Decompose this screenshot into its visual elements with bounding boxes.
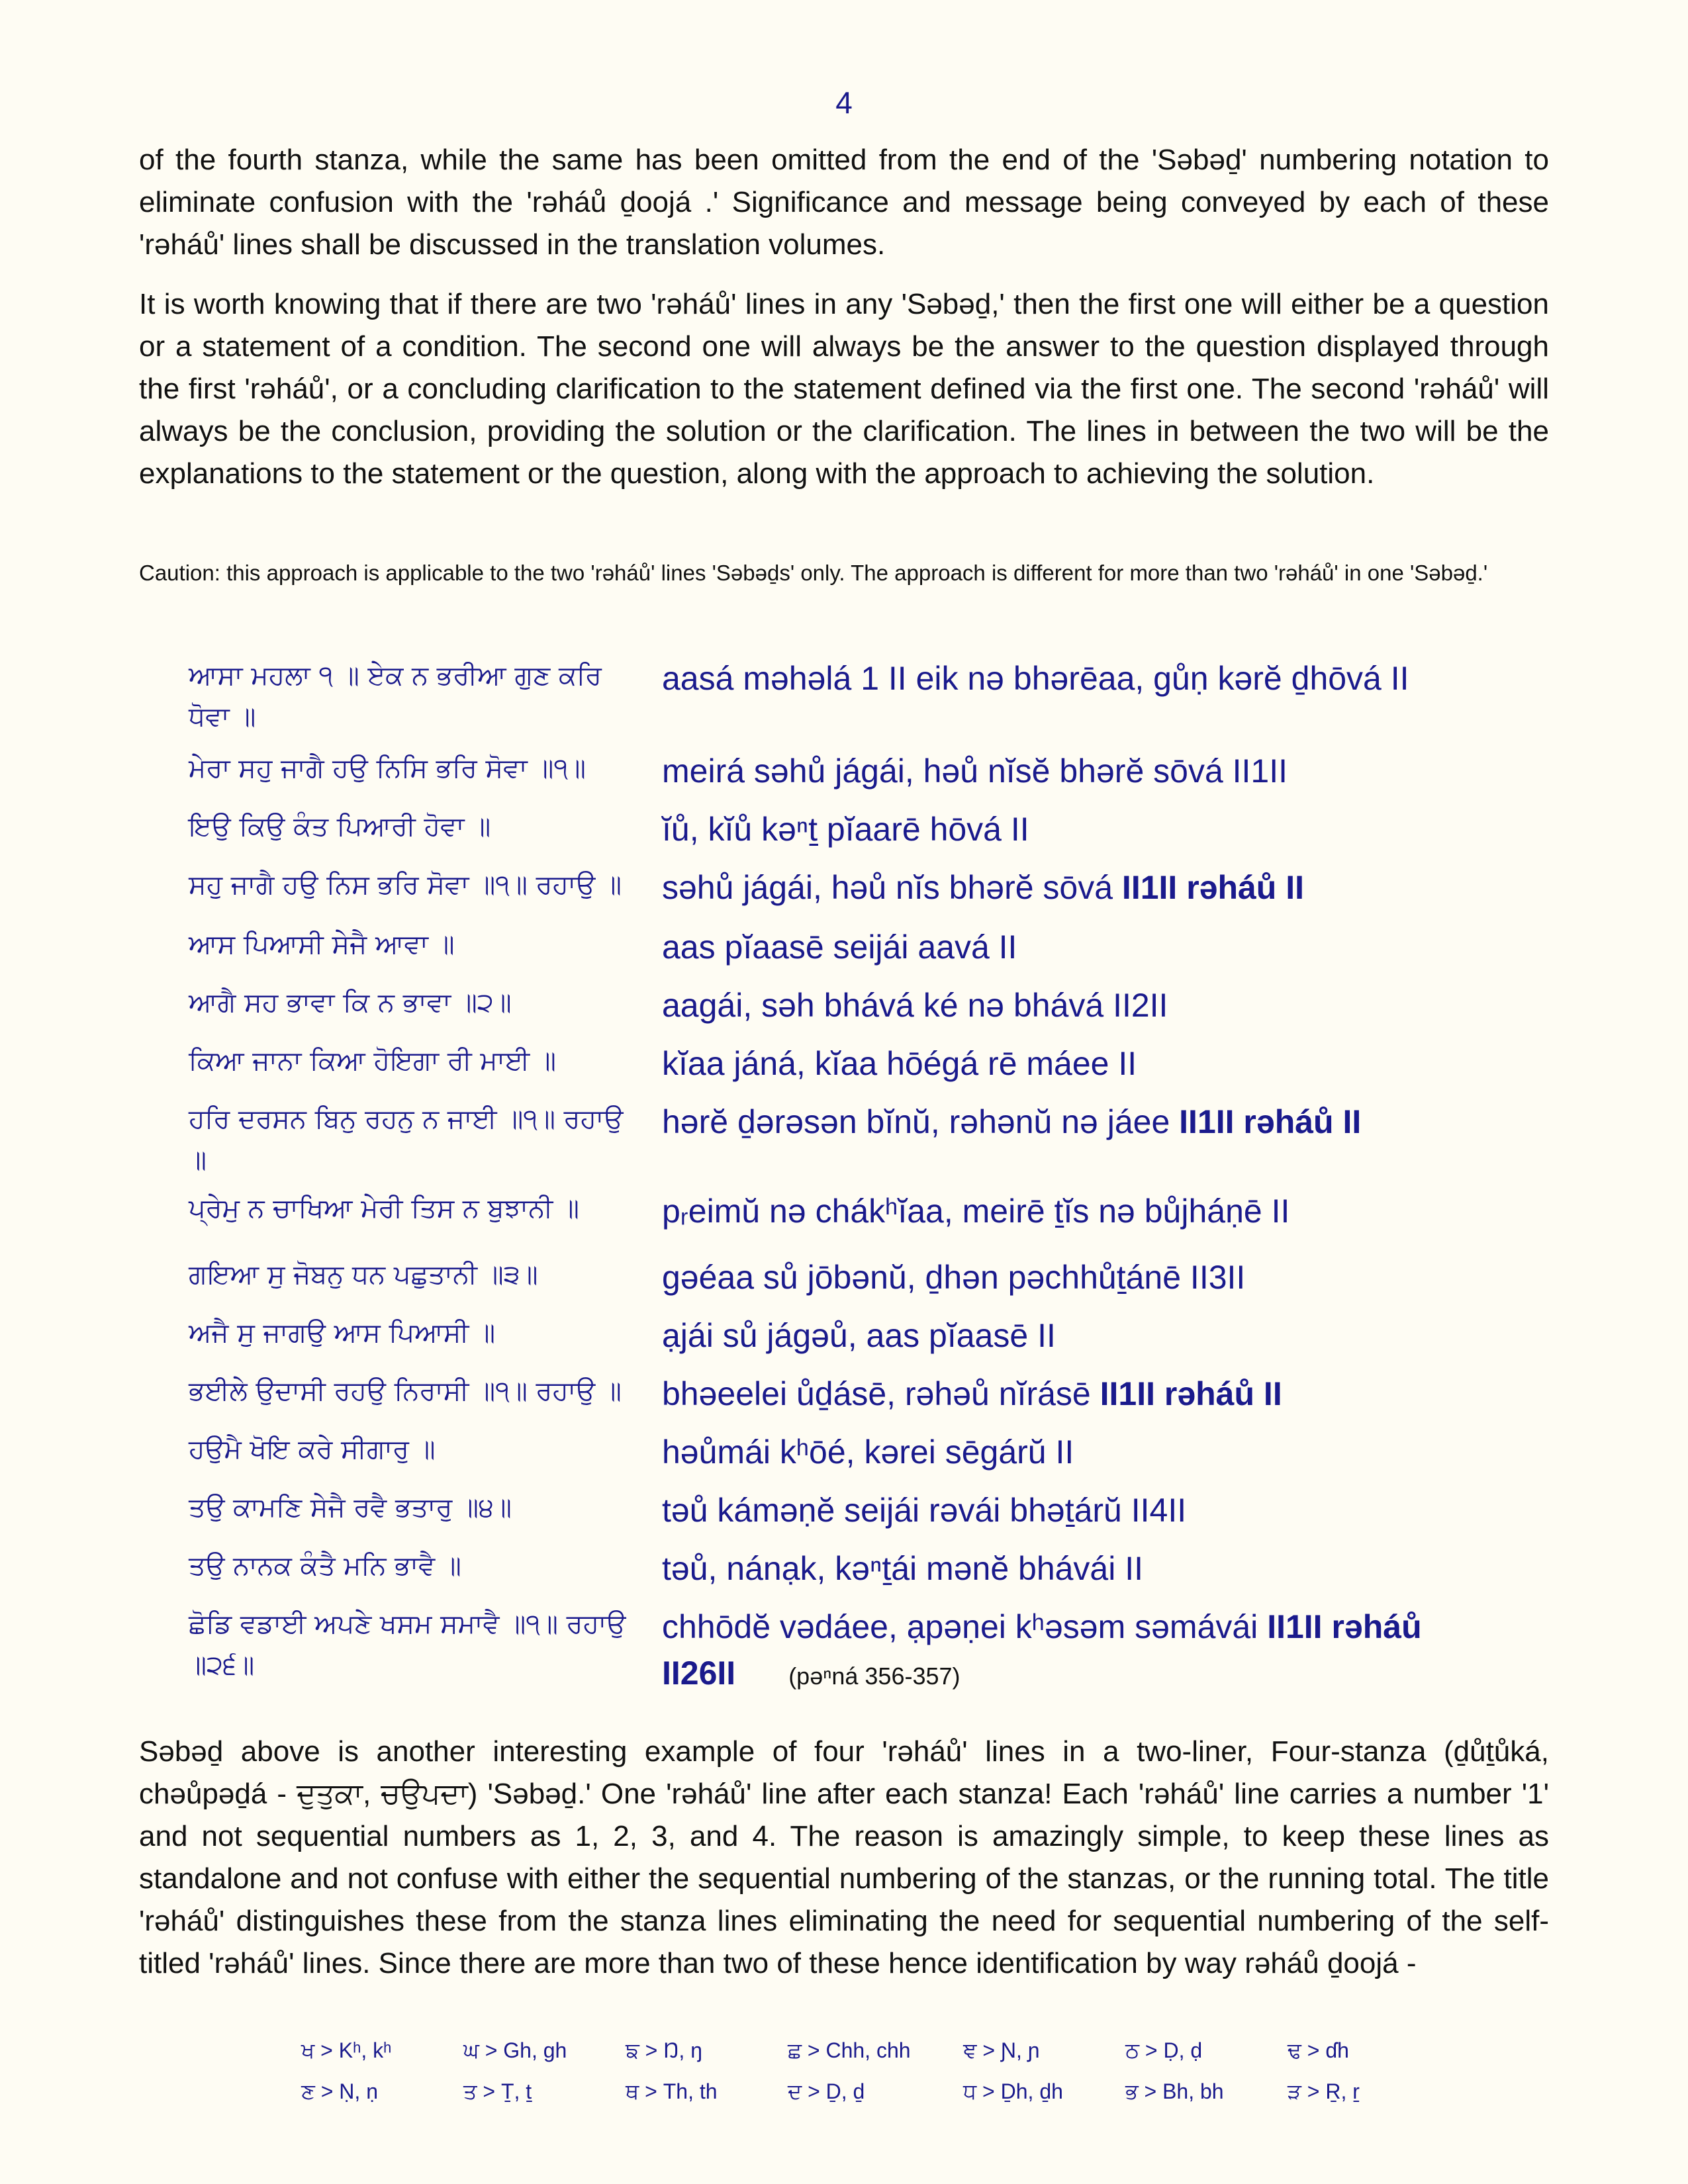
transliteration-text: gəéaa sů jōbənŭ, ḏhən pəchhůṯánē II3II bbox=[662, 1259, 1246, 1296]
transliteration-text: həůmái kʰōé, kərei sēgárŭ II bbox=[662, 1433, 1074, 1471]
legend-item: ਙ > Ŋ, ŋ bbox=[626, 2038, 702, 2062]
legend-item: ਤ > Ṯ, ṯ bbox=[463, 2079, 532, 2103]
transliteration-line bbox=[662, 924, 1523, 970]
transliteration-text: chhōdĕ vədáee, ạpəṇei kʰəsəm səmávái bbox=[662, 1608, 1268, 1645]
gurmukhi-line: ਆਸ ਪਿਆਸੀ ਸੇਜੈ ਆਵਾ ॥ bbox=[189, 929, 455, 960]
legend-row bbox=[301, 2038, 1427, 2078]
legend-item: ਧ > Ḏh, ḏh bbox=[963, 2079, 1063, 2103]
transliteration-text: aagái, səh bhává ké nə bhává II2II bbox=[662, 987, 1168, 1024]
transliteration-text: təů káməṇĕ seijái rəvái bhəṯárŭ II4II bbox=[662, 1492, 1187, 1529]
rahau-marker: II1II rəháů II bbox=[1121, 869, 1305, 906]
legend-item: ਢ > ɗh bbox=[1288, 2038, 1349, 2062]
page-reference: (pəⁿná 356-357) bbox=[788, 1662, 961, 1690]
gurmukhi-line: ਸਹੁ ਜਾਗੈ ਹਉ ਨਿਸ ਭਰਿ ਸੋਵਾ ॥੧॥ ਰਹਾਉ ॥ bbox=[189, 870, 622, 900]
transliteration-line bbox=[662, 1604, 1523, 1700]
transliteration-line bbox=[662, 1188, 1523, 1234]
transliteration-text: aas pĭaasē seijái aavá II bbox=[662, 929, 1017, 966]
gurmukhi-line: ਤਉ ਕਾਮਣਿ ਸੇਜੈ ਰਵੈ ਭਤਾਰੁ ॥੪॥ bbox=[189, 1492, 512, 1523]
transliteration-line bbox=[662, 806, 1523, 852]
gurmukhi-line: ਹਰਿ ਦਰਸਨ ਬਿਨੁ ਰਹਨੁ ਨ ਜਾਈ ॥੧॥ ਰਹਾਉ ॥ bbox=[189, 1104, 624, 1175]
legend-item: ਭ > Bh, bh bbox=[1125, 2079, 1224, 2103]
legend-row bbox=[301, 2079, 1427, 2119]
gurmukhi-line: ਹਉਮੈ ਖੋਇ ਕਰੇ ਸੀਗਾਰੁ ॥ bbox=[189, 1434, 436, 1465]
transliteration-line bbox=[662, 1545, 1523, 1592]
transliteration-line bbox=[662, 982, 1523, 1028]
rahau-marker: II1II rəháů II26II bbox=[662, 1608, 1422, 1692]
gurmukhi-line: ਛੋਡਿ ਵਡਾਈ ਅਪਣੇ ਖਸਮ ਸਮਾਵੈ ॥੧॥ ਰਹਾਉ ॥੨੬॥ bbox=[189, 1609, 626, 1680]
transliteration-text: ĭů, kĭů kəⁿṯ pĭaarē hōvá II bbox=[662, 811, 1029, 848]
transliteration-text: ạjái sů jágəů, aas pĭaasē II bbox=[662, 1317, 1056, 1354]
transliteration-text: bhəeelei ůḏásē, rəhəů nĭrásē bbox=[662, 1375, 1100, 1412]
transliteration-text: təů, nánạk, kəⁿṯái mənĕ bhávái II bbox=[662, 1550, 1144, 1587]
paragraph-intro: of the fourth stanza, while the same has been omitted from the end of the 'Səbəḏ' numbering notation to eliminate confusion with the 'rəháů ḏoojá .' Significance and message being conveyed by each of these 'rəháů' lines shall be discussed in the translation volumes. bbox=[139, 144, 1549, 261]
transliteration-line bbox=[662, 748, 1523, 794]
gurmukhi-line: ਆਗੈ ਸਹ ਭਾਵਾ ਕਿ ਨ ਭਾਵਾ ॥੨॥ bbox=[189, 987, 512, 1018]
transliteration-text: meirá səhů jágái, həů nĭsĕ bhərĕ sōvá II1II bbox=[662, 752, 1288, 790]
transliteration-line bbox=[662, 1099, 1523, 1145]
transliteration-line bbox=[662, 1312, 1523, 1359]
page-number: 4 bbox=[835, 85, 853, 120]
gurmukhi-line: ਇਉ ਕਿਉ ਕੰਤ ਪਿਆਰੀ ਹੋਵਾ ॥ bbox=[189, 811, 491, 842]
transliteration-line bbox=[662, 655, 1523, 702]
transliteration-line bbox=[662, 1040, 1523, 1087]
legend-item: ਠ > Ḍ, ḍ bbox=[1125, 2038, 1203, 2062]
gurmukhi-line: ਤਉ ਨਾਨਕ ਕੰਤੈ ਮਨਿ ਭਾਵੈ ॥ bbox=[189, 1551, 461, 1581]
paragraph-analysis: Səbəḏ above is another interesting example of four 'rəháů' lines in a two-liner, Four-stanza (ḏůṯůká, chəůpəḏá - ਦੁਤੁਕਾ, ਚਉਪਦਾ) 'Səbəḏ.' One 'rəháů' line after each stanza! Each 'rəháů' line carries a number '1' and not sequential numbers as 1, 2, 3, and 4. The reason is amazingly simple, to keep these lines as standalone and not confuse with either the sequential numbering of the stanzas, or the running total. The title 'rəháů' distinguishes these from the stanza lines eliminating the need for sequential numbering of the self-titled 'rəháů' lines. Since there are more than two of these hence identification by way rəháů ḏoojá - bbox=[139, 1735, 1549, 1979]
transliteration-line bbox=[662, 864, 1523, 911]
transliteration-text: pᵣeimŭ nə chákʰĭaa, meirē ṯĭs nə bůjháṇē II bbox=[662, 1193, 1290, 1230]
transliteration-text: səhů jágái, həů nĭs bhərĕ sōvá bbox=[662, 869, 1122, 906]
legend-item: ਘ > Gh, gh bbox=[463, 2038, 567, 2062]
transliteration-text: hərĕ ḏərəsən bĭnŭ, rəhənŭ nə jáee bbox=[662, 1103, 1180, 1140]
transliteration-line bbox=[662, 1254, 1523, 1300]
transliteration-line bbox=[662, 1371, 1523, 1417]
transliteration-text: kĭaa jáná, kĭaa hōégá rē máee II bbox=[662, 1045, 1137, 1082]
transliteration-text: aasá məhəlá 1 II eik nə bhərēaa, gůṇ kərĕ ḏhōvá II bbox=[662, 660, 1409, 697]
gurmukhi-line: ਪ੍ਰੇਮੁ ਨ ਚਾਖਿਆ ਮੇਰੀ ਤਿਸ ਨ ਬੁਝਾਨੀ ॥ bbox=[189, 1193, 579, 1224]
rahau-marker: II1II rəháů II bbox=[1179, 1103, 1362, 1140]
gurmukhi-line: ਕਿਆ ਜਾਨਾ ਕਿਆ ਹੋਇਗਾ ਰੀ ਮਾਈ ॥ bbox=[189, 1046, 556, 1076]
paragraph-rahau-explanation: It is worth knowing that if there are two 'rəháů' lines in any 'Səbəḏ,' then the first one will either be a question or a statement of a condition. The second one will always be the answer to the question displayed through the first 'rəháů', or a concluding clarification to the statement defined via the first one. The second 'rəháů' will always be the conclusion, providing the solution or the clarification. The lines in between the two will be the explanations to the statement or the question, along with the approach to achieving the solution. bbox=[139, 288, 1549, 490]
legend-item: ੜ > Ṟ, ṟ bbox=[1288, 2079, 1360, 2103]
legend-item: ਦ > Ḏ, ḏ bbox=[788, 2079, 865, 2103]
transliteration-line bbox=[662, 1487, 1523, 1533]
caution-note: Caution: this approach is applicable to the two 'rəháů' lines 'Səbəḏs' only. The approach is different for more than two 'rəháů' in one 'Səbəḏ.' bbox=[139, 561, 1488, 585]
gurmukhi-line: ਗਇਆ ਸੁ ਜੋਬਨੁ ਧਨ ਪਛੁਤਾਨੀ ॥੩॥ bbox=[189, 1259, 538, 1290]
legend-item: ਖ > Kʰ, kʰ bbox=[301, 2038, 392, 2062]
gurmukhi-line: ਮੇਰਾ ਸਹੁ ਜਾਗੈ ਹਉ ਨਿਸਿ ਭਰਿ ਸੋਵਾ ॥੧॥ bbox=[189, 753, 586, 784]
gurmukhi-line: ਆਸਾ ਮਹਲਾ ੧ ॥ ਏਕ ਨ ਭਰੀਆ ਗੁਣ ਕਰਿ ਧੋਵਾ ॥ bbox=[189, 660, 602, 732]
rahau-marker: II1II rəháů II bbox=[1100, 1375, 1282, 1412]
legend-item: ਞ > Ɲ, ɲ bbox=[963, 2038, 1040, 2062]
gurmukhi-line: ਅਜੈ ਸੁ ਜਾਗਉ ਆਸ ਪਿਆਸੀ ॥ bbox=[189, 1318, 496, 1348]
legend-item: ਛ > Chh, chh bbox=[788, 2038, 911, 2062]
gurmukhi-line: ਭਈਲੇ ਉਦਾਸੀ ਰਹਉ ਨਿਰਾਸੀ ॥੧॥ ਰਹਾਉ ॥ bbox=[189, 1376, 622, 1406]
legend-item: ਣ > Ṇ, ṇ bbox=[301, 2079, 378, 2103]
transliteration-line bbox=[662, 1429, 1523, 1475]
legend-item: ਥ > Th, th bbox=[626, 2079, 718, 2103]
